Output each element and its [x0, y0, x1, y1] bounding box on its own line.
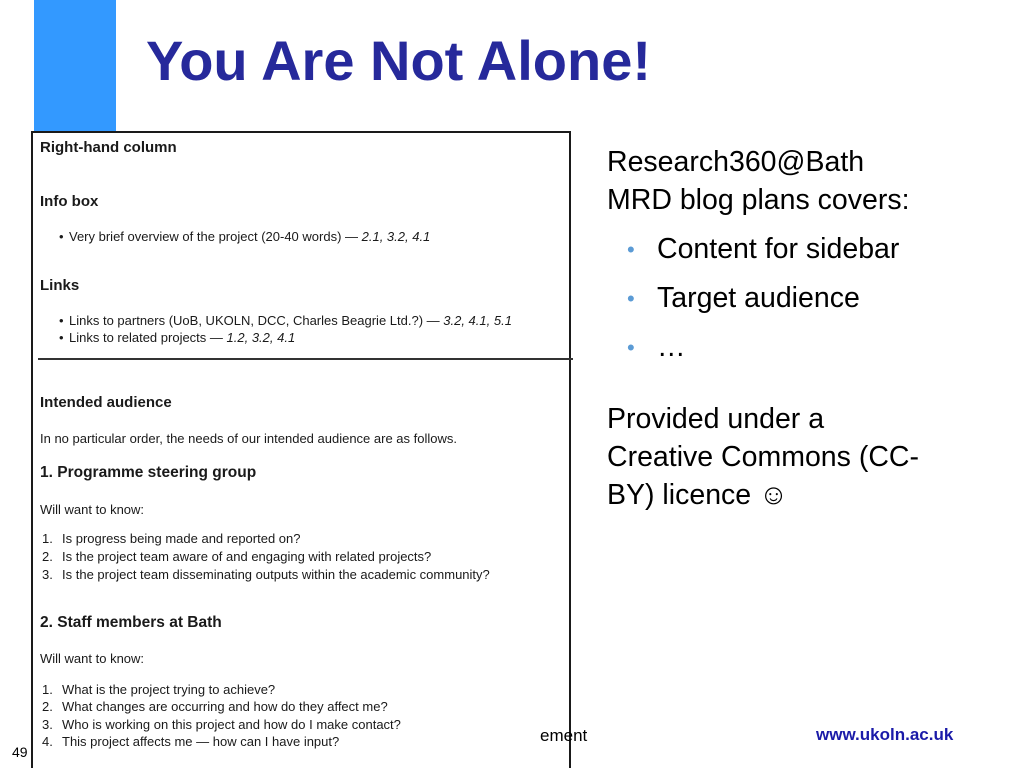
footer-text: ement [540, 726, 588, 745]
bullet-dot-icon: • [627, 286, 635, 311]
bullet-dot-icon: • [627, 237, 635, 262]
doc-heading-group-1: 1. Programme steering group [40, 464, 257, 481]
bullet-item: • … [607, 323, 1007, 372]
list-item: 2. Is the project team aware of and engaging with related projects? [42, 549, 432, 564]
doc-heading-links: Links [40, 277, 80, 294]
list-item: • Links to partners (UoB, UKOLN, DCC, Charles Beagrie Ltd.?) — 3.2, 4.1, 5.1 [59, 313, 512, 328]
bullet-dot-icon: • [627, 335, 635, 360]
licence-line: BY) licence ☺ [607, 479, 789, 511]
list-item: 4. This project affects me — how can I have input? [42, 734, 340, 749]
doc-heading-group-2: 2. Staff members at Bath [40, 614, 222, 631]
list-item: 2. What changes are occurring and how do they affect me? [42, 699, 388, 714]
right-column-text [607, 143, 1007, 514]
licence-line: Provided under a [607, 403, 825, 435]
intro-line: Research360@Bath [607, 146, 865, 178]
list-item: • Links to related projects — 1.2, 3.2, 4.1 [59, 330, 296, 345]
list-item: 3. Is the project team disseminating outputs within the academic community? [42, 567, 490, 582]
doc-heading-intended-audience: Intended audience [40, 394, 172, 411]
bullet-list [607, 225, 1007, 372]
bullet-item: • Content for sidebar [607, 225, 1007, 274]
list-item: 3. Who is working on this project and how do I make contact? [42, 717, 401, 732]
slide-title: You Are Not Alone! [146, 29, 652, 92]
list-item: 1. Is progress being made and reported on? [42, 531, 301, 546]
doc-paragraph: Will want to know: [40, 502, 145, 517]
footer-url-link[interactable]: www.ukoln.ac.uk [816, 725, 954, 744]
list-item: 1. What is the project trying to achieve? [42, 682, 276, 697]
intro-line: MRD blog plans covers: [607, 184, 910, 216]
divider [38, 358, 573, 360]
bullet-item: • Target audience [607, 274, 1007, 323]
page-number: 49 [12, 744, 28, 760]
list-item: • Very brief overview of the project (20-40 words) — 2.1, 3.2, 4.1 [59, 229, 431, 244]
doc-heading-right-hand-column: Right-hand column [40, 139, 177, 156]
doc-heading-info-box: Info box [40, 193, 99, 210]
licence-text [607, 400, 1007, 514]
doc-paragraph: In no particular order, the needs of our intended audience are as follows. [40, 431, 457, 446]
doc-paragraph: Will want to know: [40, 651, 145, 666]
licence-line: Creative Commons (CC- [607, 441, 919, 473]
document-screenshot [31, 131, 571, 768]
intro-text [607, 143, 1007, 219]
